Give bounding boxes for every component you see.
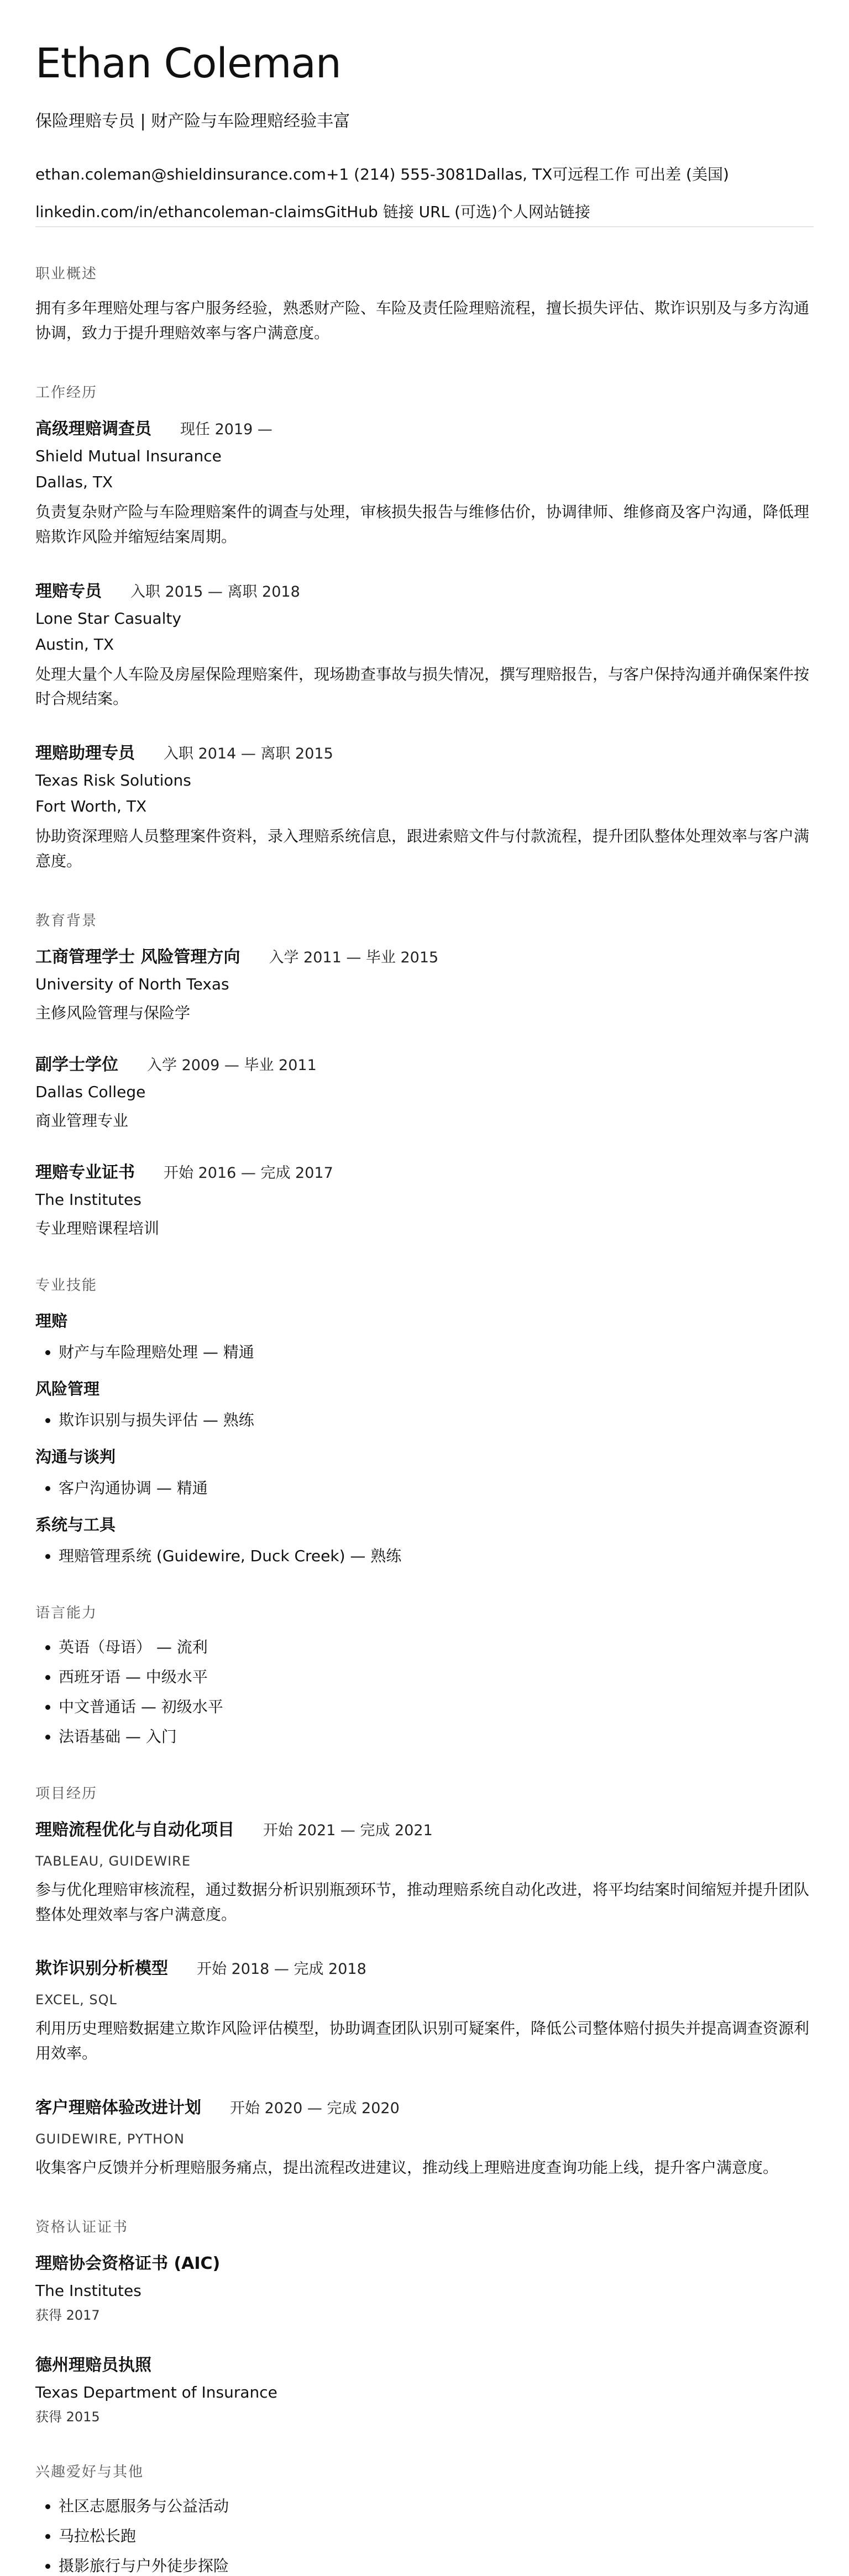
interest-item: • 社区志愿服务与公益活动 <box>59 2494 814 2516</box>
project-dates: 开始 2021 — 完成 2021 <box>263 1821 433 1839</box>
edu-dates: 开始 2016 — 完成 2017 <box>164 1164 333 1182</box>
skill-item: • 财产与车险理赔处理 — 精通 <box>59 1340 814 1362</box>
skill-item: • 客户沟通协调 — 精通 <box>59 1476 814 1498</box>
languages-list <box>35 1635 814 1747</box>
job-dates: 入职 2015 — 离职 2018 <box>130 583 300 600</box>
contact-line <box>35 162 814 185</box>
project-item <box>35 1816 814 1927</box>
experience-item <box>35 577 814 712</box>
skills-heading: 专业技能 <box>35 1277 98 1294</box>
github-link[interactable]: GitHub <box>324 203 378 222</box>
skill-group <box>35 1513 814 1566</box>
project-tech: GUIDEWIRE, PYTHON <box>35 2131 185 2147</box>
degree-title: 理赔专业证书 <box>35 1162 135 1182</box>
skill-group-title: 理赔 <box>35 1311 68 1330</box>
job-title: 高级理赔调查员 <box>35 419 151 439</box>
language-item: • 法语基础 — 入门 <box>59 1725 814 1747</box>
location: Dallas, TX <box>475 165 553 184</box>
links-line <box>35 200 814 222</box>
job-title: 理赔助理专员 <box>35 744 135 763</box>
project-title: 欺诈识别分析模型 <box>35 1959 168 1979</box>
experience-heading: 工作经历 <box>35 384 98 401</box>
edu-detail: 专业理赔课程培训 <box>35 1219 160 1237</box>
job-location: Austin, TX <box>35 635 114 654</box>
job-description: 处理大量个人车险及房屋保险理赔案件，现场勘查事故与损失情况，撰写理赔报告，与客户保持沟通并确保案件按时合规结案。 <box>35 665 810 708</box>
skill-group-title: 风险管理 <box>35 1379 100 1398</box>
education-item <box>35 1051 814 1131</box>
skill-group-title: 沟通与谈判 <box>35 1447 116 1466</box>
interest-item: • 摄影旅行与户外徒步探险 <box>59 2554 814 2576</box>
cert-title: 理赔协会资格证书 (AIC) <box>35 2253 221 2273</box>
project-dates: 开始 2018 — 完成 2018 <box>197 1961 366 1978</box>
skill-group <box>35 1377 814 1430</box>
project-dates: 开始 2020 — 完成 2020 <box>230 2099 400 2117</box>
education-item <box>35 1158 814 1239</box>
language-item: • 西班牙语 — 中级水平 <box>59 1665 814 1687</box>
email-link[interactable]: ethan.coleman@shieldinsurance.com <box>35 165 326 184</box>
interests-heading: 兴趣爱好与其他 <box>35 2463 144 2480</box>
education-item <box>35 943 814 1023</box>
interests-list <box>35 2494 814 2576</box>
candidate-name: Ethan Coleman <box>35 40 341 87</box>
cert-date: 获得 2017 <box>35 2307 100 2323</box>
summary-text: 拥有多年理赔处理与客户服务经验，熟悉财产险、车险及责任险理赔流程，擅长损失评估、欺诈识别及与多方沟通协调，致力于提升理赔效率与客户满意度。 <box>35 299 810 343</box>
language-item: • 中文普通话 — 初级水平 <box>59 1695 814 1717</box>
cert-issuer: Texas Department of Insurance <box>35 2383 277 2401</box>
company: Shield Mutual Insurance <box>35 446 222 465</box>
education-heading: 教育背景 <box>35 912 98 929</box>
github-note: 链接 URL (可选)个人网站链接 <box>382 203 590 222</box>
job-title: 理赔专员 <box>35 581 102 601</box>
school: Dallas College <box>35 1082 146 1101</box>
degree-title: 副学士学位 <box>35 1055 118 1074</box>
phone: +1 (214) 555-3081 <box>326 165 475 184</box>
edu-detail: 主修风险管理与保险学 <box>35 1003 191 1022</box>
experience-item <box>35 415 814 550</box>
company: Lone Star Casualty <box>35 609 181 628</box>
project-description: 收集客户反馈并分析理赔服务痛点，提出流程改进建议，推动线上理赔进度查询功能上线，提升客户满意度。 <box>35 2158 779 2177</box>
headline: 保险理赔专员 | 财产险与车险理赔经验丰富 <box>35 112 350 131</box>
job-description: 负责复杂财产险与车险理赔案件的调查与处理，审核损失报告与维修估价，协调律师、维修商及客户沟通，降低理赔欺诈风险并缩短结案周期。 <box>35 502 810 546</box>
degree-title: 工商管理学士 风险管理方向 <box>35 947 240 967</box>
school: The Institutes <box>35 1190 142 1209</box>
edu-detail: 商业管理专业 <box>35 1111 129 1130</box>
project-title: 客户理赔体验改进计划 <box>35 2098 201 2117</box>
project-description: 利用历史理赔数据建立欺诈风险评估模型，协助调查团队识别可疑案件，降低公司整体赔付损失并提高调查资源利用效率。 <box>35 2019 810 2063</box>
cert-issuer: The Institutes <box>35 2281 142 2300</box>
linkedin-link[interactable]: linkedin.com/in/ethancoleman-claims <box>35 203 324 222</box>
certification-item <box>35 2250 814 2324</box>
skill-group-title: 系统与工具 <box>35 1515 116 1534</box>
project-tech: EXCEL, SQL <box>35 1992 117 2008</box>
experience-item <box>35 739 814 874</box>
project-tech: TABLEAU, GUIDEWIRE <box>35 1853 191 1869</box>
project-item <box>35 1955 814 2066</box>
project-item <box>35 2094 814 2180</box>
skill-item: • 理赔管理系统 (Guidewire, Duck Creek) — 熟练 <box>59 1544 814 1566</box>
language-item: • 英语（母语） — 流利 <box>59 1635 814 1657</box>
certifications-heading: 资格认证证书 <box>35 2219 129 2236</box>
edu-dates: 入学 2009 — 毕业 2011 <box>147 1056 317 1074</box>
skill-group <box>35 1445 814 1498</box>
certification-item <box>35 2351 814 2425</box>
projects-heading: 项目经历 <box>35 1785 98 1802</box>
header-divider <box>35 226 814 227</box>
summary-heading: 职业概述 <box>35 266 98 283</box>
location-note: 可远程工作 可出差 (美国) <box>552 165 729 184</box>
job-dates: 现任 2019 — <box>180 420 272 438</box>
skill-item: • 欺诈识别与损失评估 — 熟练 <box>59 1408 814 1430</box>
project-description: 参与优化理赔审核流程，通过数据分析识别瓶颈环节，推动理赔系统自动化改进，将平均结案时间缩短并提升团队整体处理效率与客户满意度。 <box>35 1880 810 1924</box>
edu-dates: 入学 2011 — 毕业 2015 <box>269 949 439 966</box>
cert-title: 德州理赔员执照 <box>35 2355 151 2375</box>
company: Texas Risk Solutions <box>35 771 191 790</box>
interest-item: • 马拉松长跑 <box>59 2524 814 2546</box>
school: University of North Texas <box>35 974 229 993</box>
job-location: Fort Worth, TX <box>35 797 147 816</box>
job-dates: 入职 2014 — 离职 2015 <box>164 745 333 763</box>
job-location: Dallas, TX <box>35 472 113 491</box>
cert-date: 获得 2015 <box>35 2409 100 2425</box>
skill-group <box>35 1309 814 1362</box>
languages-heading: 语言能力 <box>35 1604 98 1621</box>
job-description: 协助资深理赔人员整理案件资料，录入理赔系统信息，跟进索赔文件与付款流程，提升团队整体处理效率与客户满意度。 <box>35 827 810 870</box>
project-title: 理赔流程优化与自动化项目 <box>35 1820 234 1840</box>
